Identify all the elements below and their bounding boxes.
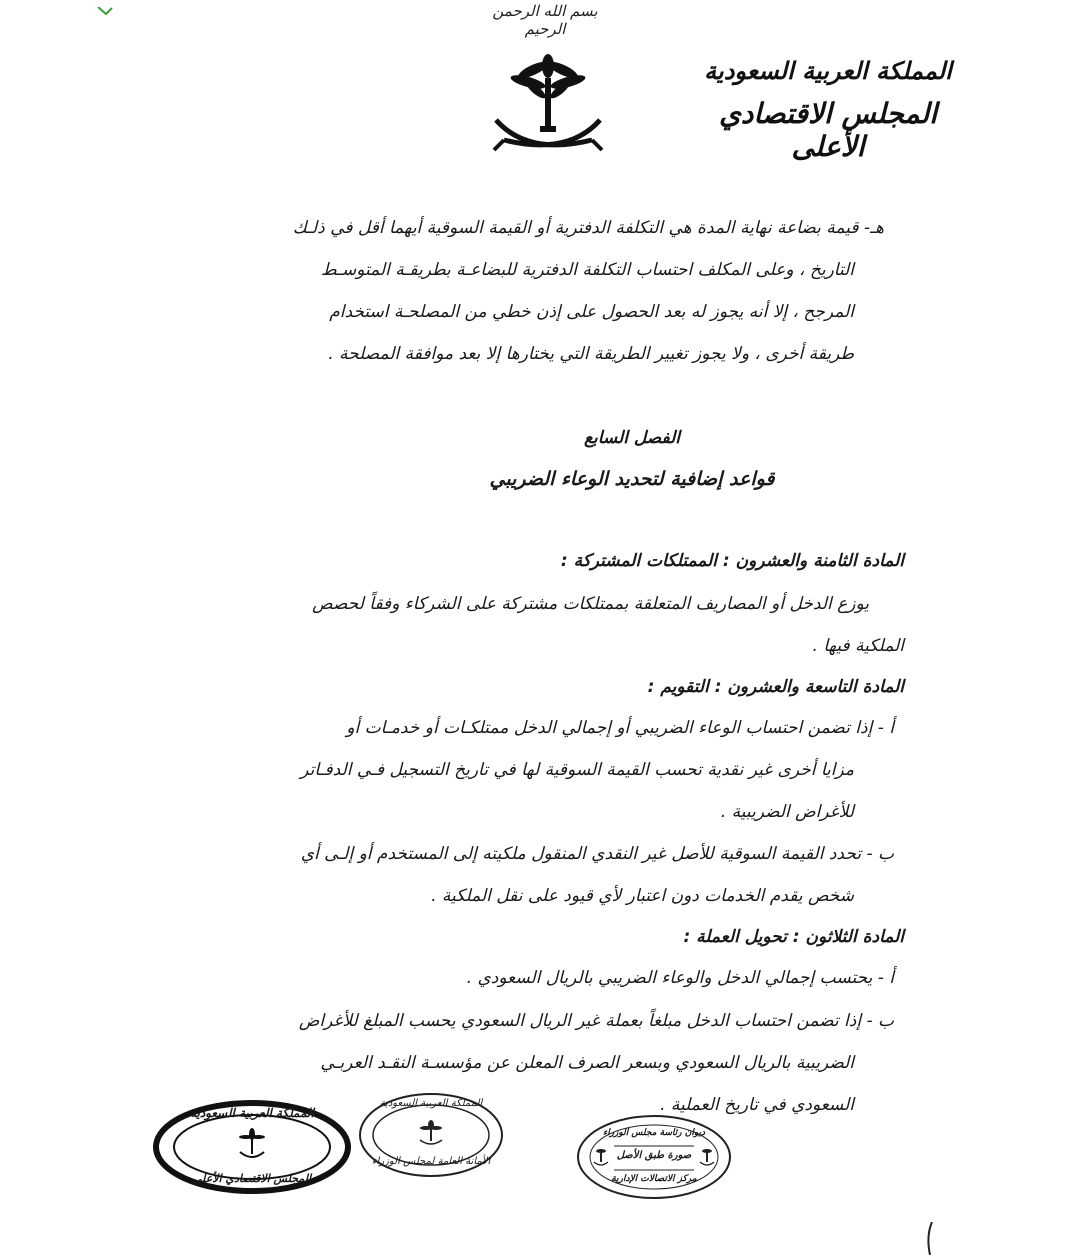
paragraph-line: طريقة أخرى ، ولا يجوز تغيير الطريقة التي يختارها إلا بعد موافقة المصلحة . bbox=[328, 344, 854, 364]
letterhead bbox=[698, 56, 958, 163]
stamp-text: مركز الاتصالات الإدارية bbox=[611, 1174, 697, 1184]
council-seal-stamp bbox=[152, 1100, 352, 1195]
article-30-b-line: السعودي في تاريخ العملية . bbox=[660, 1095, 854, 1115]
corner-mark bbox=[96, 0, 114, 8]
chapter-number: الفصل السابع bbox=[583, 428, 681, 448]
saudi-emblem-icon bbox=[488, 48, 608, 173]
true-copy-stamp bbox=[574, 1112, 734, 1202]
article-29-b-line: شخص يقدم الخدمات دون اعتبار لأي قيود على نقل الملكية . bbox=[431, 886, 854, 906]
paragraph-line: التاريخ ، وعلى المكلف احتساب التكلفة الدفترية للبضاعـة بطريقـة المتوسـط bbox=[320, 260, 854, 280]
article-30-heading: المادة الثلاثون : تحويل العملة : bbox=[683, 927, 904, 947]
council-name: المجلس الاقتصادي الأعلى bbox=[718, 97, 938, 163]
article-29-heading: المادة التاسعة والعشرون : التقويم : bbox=[647, 677, 904, 697]
stamp-text: صورة طبق الأصل bbox=[616, 1150, 692, 1161]
article-28-line: الملكية فيها . bbox=[812, 636, 904, 656]
paragraph-line: هـ- قيمة بضاعة نهاية المدة هي التكلفة الدفترية أو القيمة السوقية أيهما أقل في ذلـك bbox=[292, 218, 884, 238]
article-28-line: يوزع الدخل أو المصاريف المتعلقة بممتلكات مشتركة على الشركاء وفقاً لحصص bbox=[312, 594, 869, 614]
stamp-text: المملكة العربية السعودية bbox=[190, 1106, 314, 1120]
article-29-a-line: للأغراض الضريبية . bbox=[720, 802, 854, 822]
stamp-text: المملكة العربية السعودية bbox=[379, 1098, 483, 1109]
article-30-b-line: الضريبية بالريال السعودي وبسعر الصرف المعلن عن مؤسسـة النقـد العربـي bbox=[320, 1053, 854, 1073]
basmala: بسم الله الرحمن الرحيم bbox=[492, 2, 598, 38]
stamp-text: المجلس الاقتصادي الأعلى bbox=[192, 1172, 312, 1185]
kingdom-name: المملكة العربية السعودية bbox=[704, 56, 952, 85]
stamp-text: ديوان رئاسة مجلس الوزراء bbox=[602, 1128, 706, 1138]
article-29-b-line: ب - تحدد القيمة السوقية للأصل غير النقدي المنقول ملكيته إلى المستخدم أو إلـى أي bbox=[300, 844, 894, 864]
chapter-title: قواعد إضافية لتحديد الوعاء الضريبي bbox=[489, 468, 775, 490]
paragraph-line: المرجح ، إلا أنه يجوز له بعد الحصول على إذن خطي من المصلحـة استخدام bbox=[329, 302, 854, 322]
stamp-text: الأمانة العامة لمجلس الوزراء bbox=[371, 1156, 491, 1167]
article-30-b-line: ب - إذا تضمن احتساب الدخل مبلغاً بعملة غير الريال السعودي يحسب المبلغ للأغراض bbox=[298, 1011, 894, 1031]
binder-mark bbox=[924, 1222, 936, 1255]
article-29-a-line: مزايا أخرى غير نقدية تحسب القيمة السوقية لها في تاريخ التسجيل فـي الدفـاتر bbox=[300, 760, 854, 780]
article-28-heading: المادة الثامنة والعشرون : الممتلكات المشتركة : bbox=[560, 551, 904, 571]
secretariat-seal-stamp bbox=[356, 1090, 506, 1180]
article-30-a-line: أ - يحتسب إجمالي الدخل والوعاء الضريبي بالريال السعودي . bbox=[466, 968, 894, 988]
article-29-a-line: أ - إذا تضمن احتساب الوعاء الضريبي أو إجمالي الدخل ممتلكـات أو خدمـات أو bbox=[346, 718, 894, 738]
